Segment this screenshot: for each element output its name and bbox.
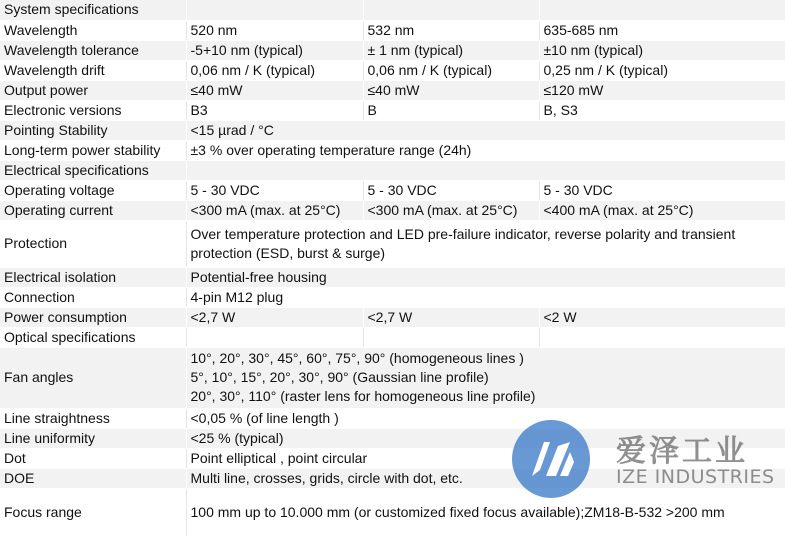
spec-row [0,468,785,488]
spec-label: Operating current [0,200,186,220]
spec-value: B, S3 [539,100,785,120]
spec-value: B [363,100,539,120]
spec-row [0,267,785,287]
spec-value: <15 µrad / °C [186,120,785,140]
spec-label: Electronic versions [0,100,186,120]
spec-value: B3 [186,100,363,120]
spec-label: Long-term power stability [0,140,186,160]
spec-value: ± 1 nm (typical) [363,40,539,60]
spec-label: Pointing Stability [0,120,186,140]
spec-value: ±3 % over operating temperature range (24h) [186,140,785,160]
spec-label: Line straightness [0,408,186,428]
spec-row [0,40,785,60]
spec-row [0,428,785,448]
spec-value: <0,05 % (of line length ) [186,408,785,428]
spec-row [0,180,785,200]
spec-value: 0,06 nm / K (typical) [363,60,539,80]
spec-row [0,160,785,180]
spec-value: Multi line, crosses, grids, circle with dot, etc. [186,468,785,488]
spec-label: Output power [0,80,186,100]
spec-label: System specifications [0,0,186,20]
spec-value: ±10 nm (typical) [539,40,785,60]
spec-value: <2 W [539,307,785,327]
spec-value [186,327,363,347]
spec-label: Wavelength drift [0,60,186,80]
spec-value-line: 10°, 20°, 30°, 45°, 60°, 75°, 90° (homogeneous lines ) [190,350,524,366]
spec-value [539,327,785,347]
spec-value-line: protection (ESD, burst & surge) [190,244,386,261]
spec-row [0,448,785,468]
spec-row [0,120,785,140]
spec-row [0,347,785,408]
spec-value-line: 20°, 30°, 110° (raster lens for homogeneous line profile) [190,388,536,404]
spec-label: Operating voltage [0,180,186,200]
spec-value: ≤120 mW [539,80,785,100]
spec-row [0,220,785,267]
spec-row [0,488,785,536]
spec-row [0,140,785,160]
spec-label: Electrical isolation [0,267,186,287]
spec-value [363,0,539,20]
spec-label: Line uniformity [0,428,186,448]
spec-value [186,160,785,180]
spec-value: 0,06 nm / K (typical) [186,60,363,80]
watermark-english-text: IZE INDUSTRIES [616,466,775,488]
spec-value: <300 mA (max. at 25°C) [186,200,363,220]
spec-row [0,60,785,80]
spec-value [539,0,785,20]
spec-label: DOE [0,468,186,488]
spec-value [186,0,363,20]
spec-row [0,20,785,40]
spec-label: Dot [0,448,186,468]
spec-row [0,100,785,120]
spec-row [0,80,785,100]
spec-label: Protection [0,220,186,267]
spec-value [363,327,539,347]
spec-label: Wavelength [0,20,186,40]
spec-value-line: Over temperature protection and LED pre-failure indicator, reverse polarity and transient [190,225,736,242]
spec-value: <300 mA (max. at 25°C) [363,200,539,220]
spec-value: Potential-free housing [186,267,785,287]
spec-row [0,0,785,20]
spec-value: Point elliptical , point circular [186,448,785,468]
spec-value [186,220,785,267]
spec-value: 5 - 30 VDC [363,180,539,200]
spec-value: <25 % (typical) [186,428,785,448]
spec-value: 520 nm [186,20,363,40]
spec-value: 5 - 30 VDC [186,180,363,200]
spec-value [186,347,785,408]
spec-value: 532 nm [363,20,539,40]
spec-value: 100 mm up to 10.000 mm (or customized fixed focus available);ZM18-B-532 >200 mm [186,488,785,536]
watermark-chinese-text: 爱泽工业 [616,434,748,469]
spec-value: -5+10 nm (typical) [186,40,363,60]
spec-value: ≤40 mW [186,80,363,100]
spec-row [0,307,785,327]
spec-value: 4-pin M12 plug [186,287,785,307]
spec-label: Fan angles [0,347,186,408]
spec-value-line: 5°, 10°, 15°, 20°, 30°, 90° (Gaussian line profile) [190,369,489,385]
spec-label: Optical specifications [0,327,186,347]
spec-value: 0,25 nm / K (typical) [539,60,785,80]
spec-row [0,200,785,220]
spec-value: 635-685 nm [539,20,785,40]
spec-row [0,327,785,347]
spec-value: <2,7 W [363,307,539,327]
spec-label: Connection [0,287,186,307]
spec-value: 5 - 30 VDC [539,180,785,200]
spec-label: Focus range [0,488,186,536]
spec-label: Electrical specifications [0,160,186,180]
spec-row [0,408,785,428]
spec-label: Power consumption [0,307,186,327]
spec-label: Wavelength tolerance [0,40,186,60]
spec-value: ≤40 mW [363,80,539,100]
spec-value: <2,7 W [186,307,363,327]
spec-row [0,287,785,307]
spec-value: <400 mA (max. at 25°C) [539,200,785,220]
